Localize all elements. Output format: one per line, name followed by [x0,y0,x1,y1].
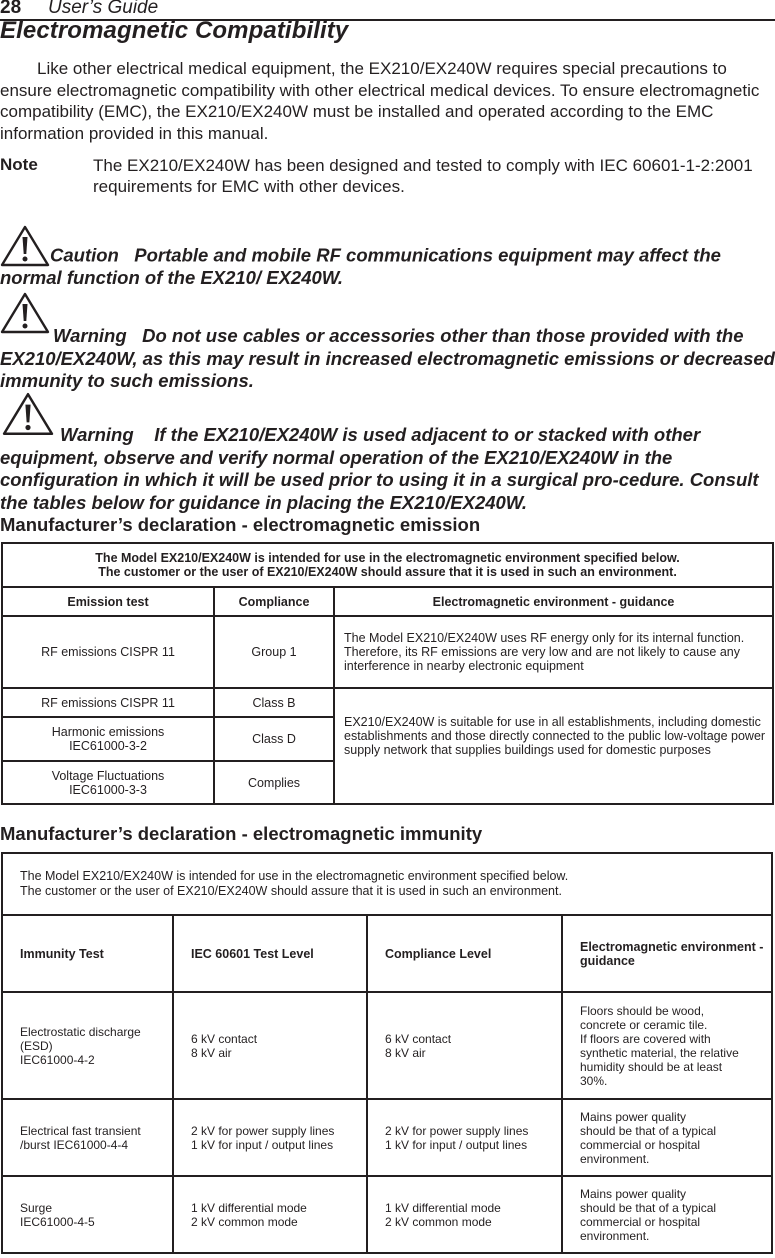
cell-compliance: Group 1 [214,616,334,688]
cell-compliance: Class D [214,717,334,761]
cell-test-level: 6 kV contact 8 kV air [173,992,367,1099]
column-header: Compliance [214,587,334,616]
cell-guidance: The Model EX210/EX240W uses RF energy only for its internal function. Therefore, its RF emissions are very low and are not likely to cause any interference in nearby electronic equipment [334,616,773,688]
caption-line: The Model EX210/EX240W is intended for use in the electromagnetic environment specified below. [95,551,680,565]
caption-line: The customer or the user of EX210/EX240W should assure that it is used in such an environment. [98,565,677,579]
emission-heading: Manufacturer’s declaration - electromagnetic emission [0,514,481,535]
caption-line: The customer or the user of EX210/EX240W should assure that it is used in such an environment. [20,884,562,898]
cell-test: Electrical fast transient /burst IEC61000-4-4 [2,1099,173,1176]
note-label: Note [0,155,38,174]
caution-notice [0,225,775,290]
cell-test [2,761,214,804]
warning-text: Do not use cables or accessories other than those provided with the EX210/EX240W, as this may result in increased electromagnetic emissions or decreased immunity to such emissions. [0,325,775,391]
cell-line: IEC61000-3-3 [69,782,147,797]
cell-test: RF emissions CISPR 11 [2,616,214,688]
column-header: Electromagnetic environment - guidance [334,587,773,616]
section-title: Electromagnetic Compatibility [0,17,349,44]
intro-paragraph: Like other electrical medical equipment, the EX210/EX240W requires special precautions to ensure electromagnetic compatibility with other electrical medical devices. To ensure electromagnetic compatibility (EMC), the EX210/EX240W must be installed and operated according to the EMC information provided in this manual. [0,59,760,143]
cell-compliance: 2 kV for power supply lines 1 kV for input / output lines [367,1099,562,1176]
table-row [2,688,773,717]
table-header-row [2,915,772,992]
immunity-heading: Manufacturer’s declaration - electromagnetic immunity [0,823,483,844]
cell-shared-guidance: EX210/EX240W is suitable for use in all establishments, including domestic establishments and those directly connected to the public low-voltage power supply network that supplies buildings used for domestic purposes [334,688,773,804]
table-row [2,616,773,688]
table-caption-row [2,543,773,587]
column-header: Electromagnetic environment - guidance [562,915,772,992]
warning-label: Warning [53,325,127,346]
table-caption-row [2,853,772,915]
cell-test-level: 1 kV differential mode 2 kV common mode [173,1176,367,1253]
cell-line: Voltage Fluctuations [51,768,165,783]
caution-text: Portable and mobile RF communications equipment may affect the normal function of the EX210/ EX240W. [0,244,721,288]
warning-notice-cables [0,300,775,393]
warning-triangle-icon [0,225,50,267]
cell-compliance: 6 kV contact 8 kV air [367,992,562,1099]
note-text: The EX210/EX240W has been designed and tested to comply with IEC 60601-1-2:2001 requirements for EMC with other devices. [93,156,753,196]
table-row [2,1176,772,1253]
running-title: User’s Guide [48,0,159,18]
page-number: 28 [0,0,22,18]
warning-text: If the EX210/EX240W is used adjacent to or stacked with other equipment, observe and verify normal operation of the EX210/EX240W in the configuration in which it will be used prior to using it in a surgical pro-cedure. Consult the tables below for guidance in placing the EX210/EX240W. [0,424,759,513]
caption-line: The Model EX210/EX240W is intended for use in the electromagnetic environment specified below. [20,869,569,883]
cell-line: IEC61000-3-2 [69,739,147,753]
column-header: IEC 60601 Test Level [173,915,367,992]
cell-test [2,717,214,761]
immunity-table [1,852,773,1254]
cell-test: Electrostatic discharge (ESD) IEC61000-4-2 [2,992,173,1099]
cell-guidance: Floors should be wood, concrete or ceramic tile. If floors are covered with synthetic material, the relative humidity should be at least 30%. [562,992,772,1099]
cell-compliance: Class B [214,688,334,717]
cell-line: Harmonic emissions [51,725,165,739]
warning-notice-stacking [0,392,775,514]
column-header: Emission test [2,587,214,616]
cell-guidance: Mains power quality should be that of a typical commercial or hospital environment. [562,1099,772,1176]
warning-triangle-icon [2,392,52,434]
cell-compliance: 1 kV differential mode 2 kV common mode [367,1176,562,1253]
table-row [2,1099,772,1176]
cell-compliance: Complies [214,761,334,804]
warning-triangle-icon [0,292,50,334]
cell-guidance: Mains power quality should be that of a typical commercial or hospital environment. [562,1176,772,1253]
emission-table [1,542,774,805]
warning-label: Warning [60,424,134,445]
column-header: Compliance Level [367,915,562,992]
cell-test-level: 2 kV for power supply lines 1 kV for input / output lines [173,1099,367,1176]
table-row [2,992,772,1099]
caution-label: Caution [50,244,119,266]
cell-test: Surge IEC61000-4-5 [2,1176,173,1253]
table-header-row [2,587,773,616]
column-header: Immunity Test [2,915,173,992]
cell-test: RF emissions CISPR 11 [2,688,214,717]
